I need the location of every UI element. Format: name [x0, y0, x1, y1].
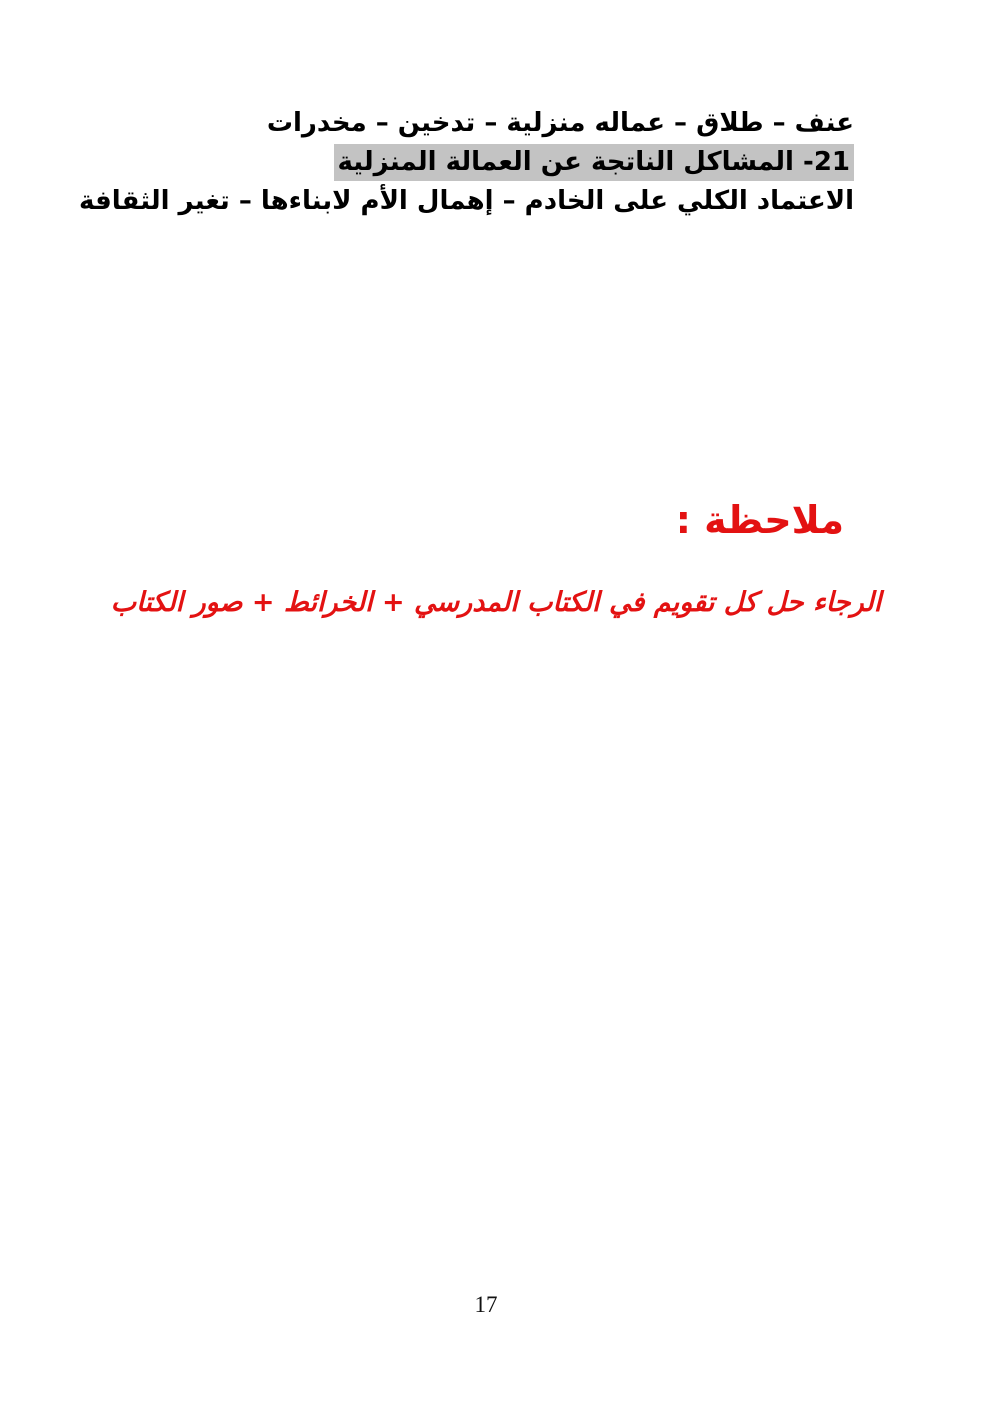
topics-answer-line: عنف – طلاق – عماله منزلية – تدخين – مخدرات	[266, 108, 854, 138]
note-heading: ملاحظة :	[675, 498, 844, 542]
note-instruction-line: الرجاء حل كل تقويم في الكتاب المدرسي + الخرائط + صور الكتاب	[110, 587, 882, 618]
question-21-line	[60, 143, 854, 182]
page-number: 17	[474, 1292, 498, 1317]
lesson-text-block	[60, 104, 854, 221]
highlighted-question-21: 21- المشاكل الناتجة عن العمالة المنزلية	[334, 144, 854, 181]
answer-21-line: الاعتماد الكلي على الخادم – إهمال الأم لابناءها – تغير الثقافة	[78, 186, 854, 216]
